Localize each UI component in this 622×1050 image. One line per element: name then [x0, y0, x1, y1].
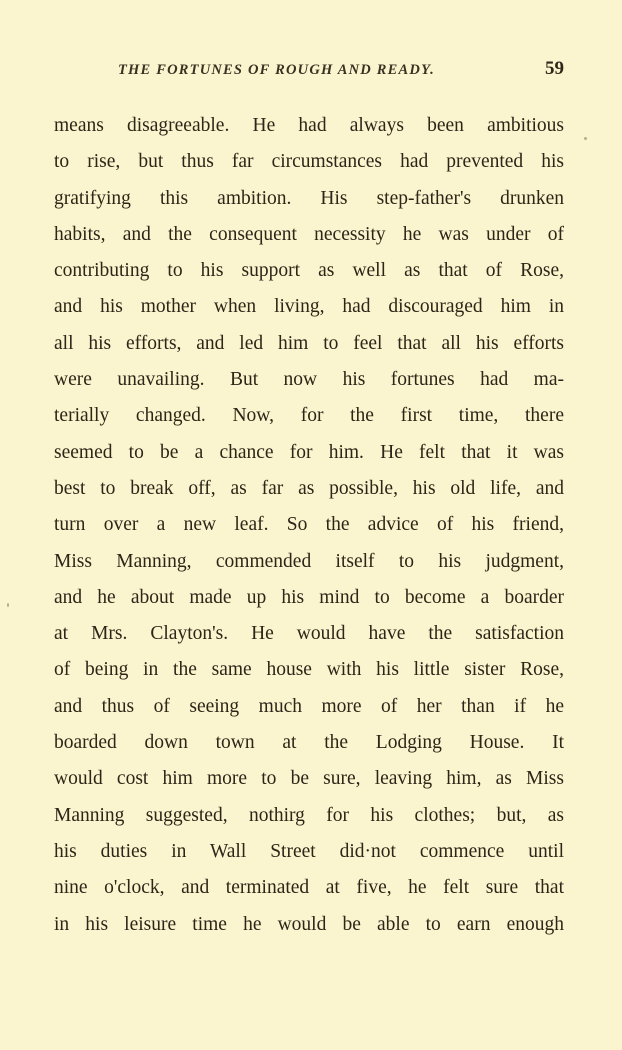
paper-speck	[7, 603, 9, 607]
text-line: seemed to be a chance for him. He felt that it was	[54, 441, 564, 463]
running-head	[118, 60, 566, 86]
text-line: and thus of seeing much more of her than if he	[54, 695, 564, 717]
text-line: and his mother when living, had discouraged him in	[54, 296, 564, 318]
text-line: terially changed. Now, for the first time, there	[54, 405, 564, 427]
text-line: were unavailing. But now his fortunes had ma-	[54, 369, 564, 391]
text-line: best to break off, as far as possible, his old life, and	[54, 477, 564, 499]
text-line: turn over a new leaf. So the advice of his friend,	[54, 514, 564, 536]
text-line: would cost him more to be sure, leaving him, as Miss	[54, 768, 564, 790]
text-line: of being in the same house with his little sister Rose,	[54, 659, 564, 681]
text-line: habits, and the consequent necessity he was under of	[54, 223, 564, 245]
text-line: boarded down town at the Lodging House. It	[54, 732, 564, 754]
running-title: THE FORTUNES OF ROUGH AND READY.	[118, 62, 435, 78]
text-line: contributing to his support as well as that of Rose,	[54, 260, 564, 282]
paper-speck	[584, 137, 587, 140]
text-line: to rise, but thus far circumstances had prevented his	[54, 151, 564, 173]
text-line: and he about made up his mind to become a boarder	[54, 586, 564, 608]
text-line: all his efforts, and led him to feel that all his efforts	[54, 332, 564, 354]
page-number: 59	[545, 58, 564, 79]
text-line: his duties in Wall Street did·not commence until	[54, 840, 564, 862]
text-line: gratifying this ambition. His step-father's drunken	[54, 187, 564, 209]
text-line: at Mrs. Clayton's. He would have the satisfaction	[54, 623, 564, 645]
text-line: in his leisure time he would be able to earn enough	[54, 913, 564, 935]
text-line: Miss Manning, commended itself to his judgment,	[54, 550, 564, 572]
text-line: means disagreeable. He had always been ambitious	[54, 115, 564, 136]
text-line: nine o'clock, and terminated at five, he felt sure that	[54, 877, 564, 899]
body-text	[54, 108, 564, 943]
text-line: Manning suggested, nothirg for his clothes; but, as	[54, 804, 564, 826]
